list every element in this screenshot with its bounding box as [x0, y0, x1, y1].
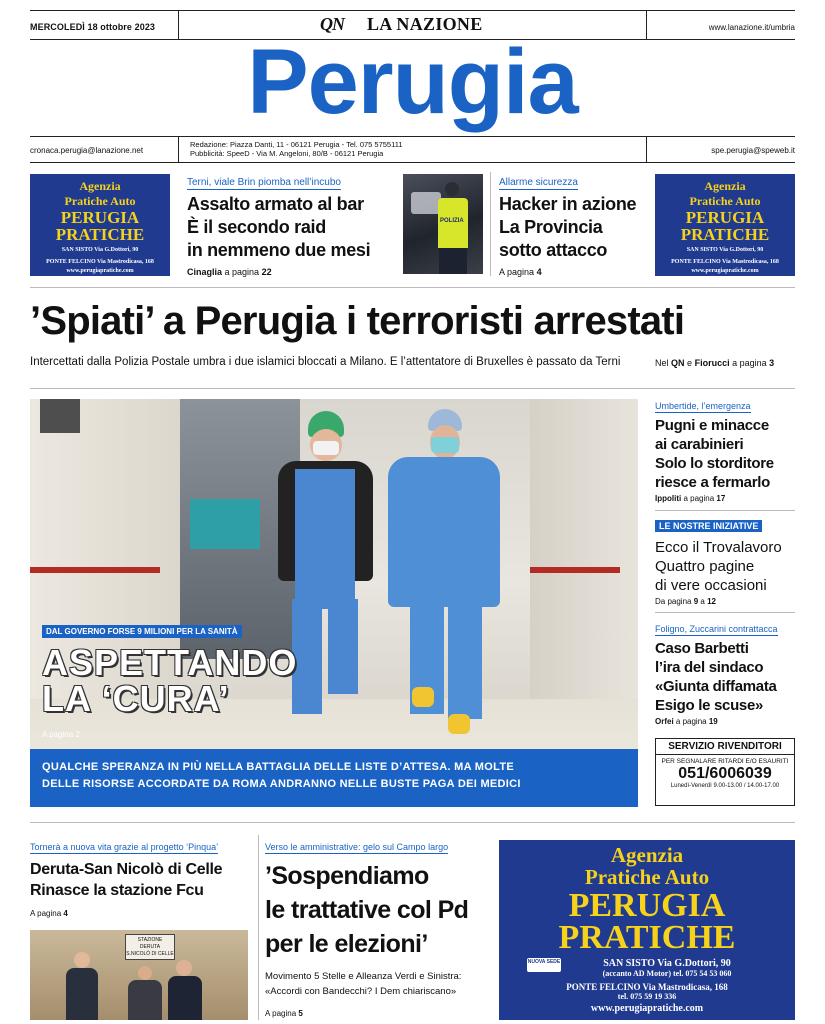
ad-line-pratiche-auto: Pratiche Auto: [584, 865, 710, 889]
page-number: 3: [769, 358, 775, 368]
hospital-photo[interactable]: [30, 399, 638, 807]
headline-line: Pugni e minacce: [655, 417, 769, 434]
info-divider-right: [646, 136, 647, 162]
officer-head: [445, 182, 459, 196]
station-sign: [125, 934, 175, 960]
sidebar-rule: [655, 612, 795, 613]
main-subhead: Intercettati dalla Polizia Postale umbra i due islamici bloccati a Milano. E l’attentatore di Bruxelles è passato da Terni: [30, 356, 621, 368]
servizio-phone[interactable]: 051/6006039: [678, 765, 772, 782]
ad-address-1: SAN SISTO Via G.Dottori, 90: [686, 247, 764, 253]
person-body: [128, 980, 162, 1020]
nurse-scrubs: [295, 469, 355, 609]
clog-icon: [448, 714, 470, 734]
headline-line: La Provincia: [499, 217, 603, 237]
ad-perugia-pratiche-right[interactable]: [655, 174, 795, 276]
page-reference: [499, 267, 649, 277]
headline-line: Assalto armato al bar: [187, 194, 364, 214]
clog-icon: [412, 687, 434, 707]
servizio-subtitle: PER SEGNALARE RITARDI E/O ESAURITI: [661, 758, 789, 765]
headline-line: ’Sospendiamo: [265, 862, 429, 890]
headline-line: Caso Barbetti: [655, 640, 749, 657]
ad-address-2: PONTE FELCINO Via Mastrodicasa, 168: [566, 982, 728, 992]
headline-line: Quattro pagine: [655, 558, 755, 575]
nurse-leg-right: [328, 599, 358, 694]
face-mask-icon: [431, 437, 459, 453]
person-body: [168, 976, 202, 1020]
page-number: 17: [716, 494, 726, 503]
ad-line-pratiche-auto: Pratiche Auto: [689, 194, 761, 208]
sidebar-rule: [655, 510, 795, 511]
person-head: [138, 966, 152, 980]
headline-line: Solo lo storditore: [655, 455, 774, 472]
advertising-email[interactable]: spe.perugia@speweb.it: [711, 146, 795, 155]
story-kicker: Foligno, Zuccarini contrattacca: [655, 624, 778, 634]
headline-line: ASPETTANDO: [42, 642, 298, 683]
photo-page-reference: A pagina 2: [42, 730, 80, 739]
ref-text: A pagina: [30, 909, 62, 918]
officer-legs: [439, 248, 467, 274]
ad-line-perugia: PERUGIA: [685, 208, 765, 227]
ref-text: A pagina: [265, 1009, 297, 1018]
story-hacker[interactable]: [499, 172, 649, 277]
story-kicker: Umbertide, l’emergenza: [655, 401, 751, 411]
ad-line-pratiche-auto: Pratiche Auto: [64, 194, 136, 208]
headline-line: È il secondo raid: [187, 217, 326, 237]
story-m5s[interactable]: [265, 837, 490, 1018]
nurse-leg-right: [448, 599, 482, 719]
column-divider: [258, 835, 259, 1020]
ref-text: a pagina: [732, 358, 767, 368]
new-location-badge: NUOVA SEDE: [527, 958, 561, 972]
medical-cart: [190, 499, 260, 549]
story-kicker: Verso le amministrative: gelo sul Campo largo: [265, 842, 449, 852]
newspaper-name: LA NAZIONE: [367, 14, 483, 34]
ad-perugia-pratiche-left[interactable]: [30, 174, 170, 276]
story-body: [265, 969, 490, 999]
body-line: «Accordi con Bandecchi? I Dem chiariscano»: [265, 986, 457, 997]
ad-line-agenzia: Agenzia: [704, 179, 746, 193]
ref-text: a pagina: [224, 267, 260, 277]
website-link[interactable]: www.lanazione.it/umbria: [708, 23, 795, 32]
author-name: Cinaglia: [187, 267, 223, 277]
editorial-address: [190, 140, 403, 158]
caption-line: DELLE RISORSE ACCORDATE DA ROMA ANDRANNO NELLE BUSTE PAGA DEI MEDICI: [42, 778, 521, 790]
story-trovalavoro[interactable]: [655, 516, 800, 606]
ref-text: Da pagina: [655, 597, 692, 606]
story-headline[interactable]: [187, 193, 397, 262]
ad-website: www.perugiapratiche.com: [691, 268, 759, 274]
ref-text: a pagina: [675, 717, 707, 726]
station-photo: [30, 930, 248, 1020]
story-deruta[interactable]: [30, 837, 255, 918]
headline-line: Rinasce la stazione Fcu: [30, 882, 204, 899]
ad-line-agenzia: Agenzia: [610, 843, 684, 867]
qn-ref: QN: [671, 358, 685, 368]
page-number: 22: [261, 267, 272, 277]
right-door-bar: [530, 567, 620, 573]
headline-line: LA ‘CURA’: [42, 678, 230, 719]
page-number: 4: [536, 267, 542, 277]
page-number: 4: [63, 909, 68, 918]
headline-line: Ecco il Trovalavoro: [655, 539, 782, 556]
ad-address-1-detail: (accanto AD Motor) tel. 075 54 53 060: [602, 969, 732, 978]
section-rule: [30, 822, 795, 823]
headline-line: sotto attacco: [499, 240, 608, 260]
story-headline[interactable]: [30, 859, 255, 901]
issue-date: MERCOLEDÌ 18 ottobre 2023: [30, 22, 156, 32]
sign-line: DERUTA: [139, 944, 161, 950]
servizio-hours: Lunedì-Venerdì 9.00-13.00 / 14.00-17.00: [670, 783, 780, 789]
headline-line: l’ira del sindaco: [655, 659, 764, 676]
sign-line: S.NICOLÒ DI CELLE: [126, 951, 174, 957]
person-body: [66, 968, 98, 1020]
ad-line-pratiche: PRATICHE: [680, 225, 770, 244]
car-window: [411, 192, 441, 214]
author-name: Ippoliti: [655, 494, 682, 503]
qn-logo: QN: [320, 14, 344, 34]
ref-text: a: [700, 597, 705, 606]
ad-line-perugia: PERUGIA: [568, 887, 726, 924]
right-wall: [530, 399, 638, 749]
redazione-line: Redazione: Piazza Danti, 11 - 06121 Perugia - Tel. 075 5755111: [190, 140, 403, 149]
headline-line: per le elezioni’: [265, 930, 428, 958]
ad-perugia-pratiche-big[interactable]: [499, 840, 795, 1020]
main-headline[interactable]: ’Spiati’ a Perugia i terroristi arrestati: [30, 299, 685, 343]
person-head: [74, 952, 90, 968]
page-reference: [655, 597, 800, 606]
ref-text: e: [687, 358, 693, 368]
story-kicker: LE NOSTRE INIZIATIVE: [655, 520, 762, 532]
left-door-bar: [30, 567, 160, 573]
story-headline[interactable]: [655, 538, 800, 595]
sign-line: STAZIONE: [137, 937, 163, 943]
edition-title: Perugia: [247, 31, 578, 133]
pubblicita-line: Pubblicità: SpeeD - Via M. Angeloni, 80/B - 06121 Perugia: [190, 149, 384, 158]
headline-line: le trattative col Pd: [265, 896, 469, 924]
story-headline[interactable]: [499, 193, 649, 262]
ad-line-pratiche: PRATICHE: [55, 225, 145, 244]
ad-website: www.perugiapratiche.com: [590, 1003, 704, 1014]
ad-address-1: SAN SISTO Via G.Dottori, 90: [603, 958, 731, 969]
wall-sign: [40, 399, 80, 433]
page-number: 12: [707, 597, 716, 606]
ad-address-2: PONTE FELCINO Via Mastrodicasa, 168: [671, 259, 779, 265]
page-number: 9: [693, 597, 699, 606]
story-terni[interactable]: [187, 172, 397, 277]
caption-line: QUALCHE SPERANZA IN PIÙ NELLA BATTAGLIA DELLE LISTE D’ATTESA. MA MOLTE: [42, 761, 514, 773]
ref-text: Nel: [655, 358, 669, 368]
headline-line: Deruta-San Nicolò di Celle: [30, 861, 223, 878]
author-name: Orfei: [655, 717, 674, 726]
servizio-title: SERVIZIO RIVENDITORI: [656, 739, 794, 755]
column-divider: [490, 172, 491, 276]
story-headline[interactable]: [655, 639, 800, 715]
vest-label: POLIZIA: [440, 218, 464, 224]
headline-line: di vere occasioni: [655, 577, 767, 594]
story-umbertide[interactable]: [655, 396, 800, 503]
info-divider-left: [178, 136, 179, 162]
main-page-reference: [655, 358, 774, 368]
page-reference: [265, 1009, 490, 1018]
headline-line: Esigo le scuse»: [655, 697, 764, 714]
ref-text: A pagina: [499, 267, 535, 277]
story-kicker: Tornerà a nuova vita grazie al progetto ‘Pinqua’: [30, 842, 219, 852]
story-kicker: Terni, viale Brin piomba nell’incubo: [187, 177, 341, 188]
page-number: 19: [708, 717, 718, 726]
ad-line-agenzia: Agenzia: [79, 179, 121, 193]
headline-line: Hacker in azione: [499, 194, 637, 214]
ad-website: www.perugiapratiche.com: [66, 268, 134, 274]
person-head: [176, 960, 192, 976]
editorial-email[interactable]: cronaca.perugia@lanazione.net: [30, 146, 144, 155]
photo-caption-bar: [30, 749, 638, 807]
headline-line: riesce a fermarlo: [655, 474, 770, 491]
headline-line: in nemmeno due mesi: [187, 240, 371, 260]
story-headline[interactable]: [655, 416, 800, 492]
headline-line: ai carabinieri: [655, 436, 744, 453]
story-kicker: Allarme sicurezza: [499, 177, 578, 188]
photo-headline[interactable]: [42, 642, 298, 719]
police-photo: [403, 174, 483, 274]
info-rule-top: [30, 136, 795, 137]
face-mask-icon: [313, 441, 339, 455]
info-rule-bottom: [30, 162, 795, 163]
page-reference: [30, 909, 255, 918]
ad-address-2: PONTE FELCINO Via Mastrodicasa, 168: [46, 259, 154, 265]
section-rule: [30, 388, 795, 389]
author-name: Fiorucci: [694, 358, 730, 368]
page-reference: [655, 494, 800, 503]
ref-text: a pagina: [683, 494, 715, 503]
headline-line: «Giunta diffamata: [655, 678, 777, 695]
ad-address-1: SAN SISTO Via G.Dottori, 90: [61, 247, 139, 253]
ad-line-pratiche: PRATICHE: [558, 919, 736, 956]
page-reference: [655, 717, 800, 726]
story-headline[interactable]: [265, 859, 490, 961]
ad-address-2-detail: tel. 075 59 19 336: [617, 992, 677, 1001]
body-line: Movimento 5 Stelle e Alleanza Verdi e Sinistra:: [265, 971, 462, 982]
servizio-rivenditori-box: [655, 738, 795, 806]
section-rule: [30, 287, 795, 288]
page-number: 5: [298, 1009, 303, 1018]
photo-kicker: DAL GOVERNO FORSE 9 MILIONI PER LA SANITÀ: [42, 625, 242, 638]
story-foligno[interactable]: [655, 619, 800, 726]
top-rule: [30, 10, 795, 11]
page-reference: [187, 267, 397, 277]
ad-line-perugia: PERUGIA: [60, 208, 140, 227]
nurse-scrubs: [388, 457, 500, 607]
